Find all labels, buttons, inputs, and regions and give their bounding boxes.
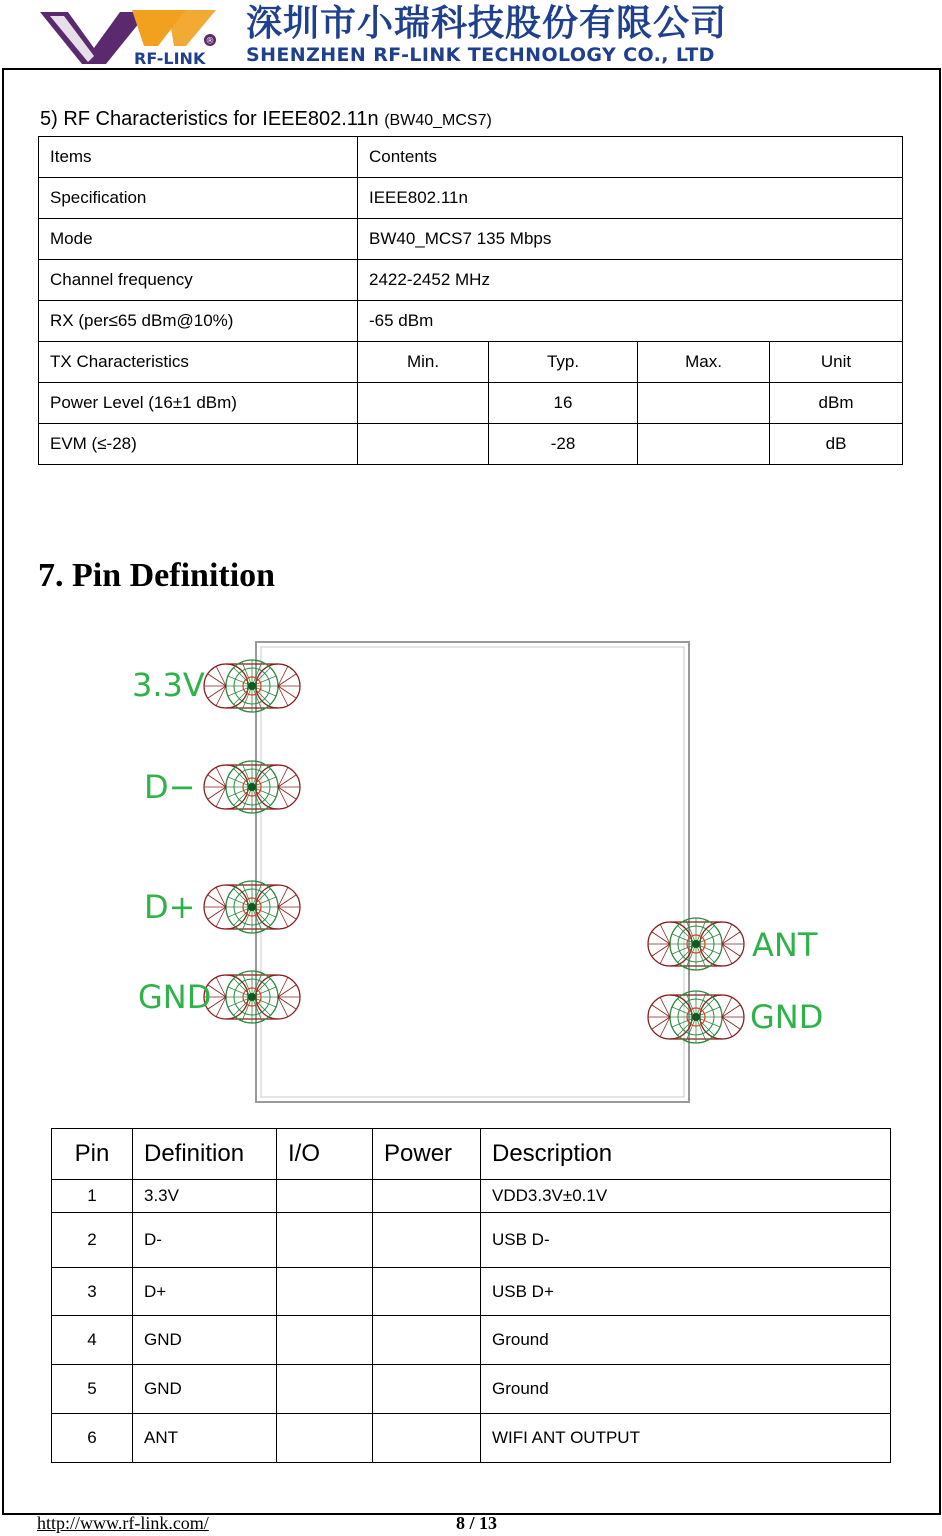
table-row: [39, 137, 903, 178]
table-cell: [277, 1414, 373, 1463]
table-cell: [358, 383, 489, 424]
footer-page-number: 8 / 13: [456, 1513, 498, 1533]
table-header-cell: Power: [373, 1129, 481, 1180]
table-cell: [373, 1316, 481, 1365]
table-cell: 2422-2452 MHz: [358, 260, 903, 301]
table-cell: BW40_MCS7 135 Mbps: [358, 219, 903, 260]
table-cell: 5: [52, 1365, 133, 1414]
table-cell: [373, 1365, 481, 1414]
diagram-label-d-minus: D−: [144, 768, 196, 806]
section-5-title: [40, 106, 492, 134]
table-cell: WIFI ANT OUTPUT: [481, 1414, 891, 1463]
table-cell: dB: [770, 424, 903, 465]
table-cell: 6: [52, 1414, 133, 1463]
table-cell: [358, 424, 489, 465]
table-header-cell: Definition: [133, 1129, 277, 1180]
table-row: [39, 219, 903, 260]
table-cell: 2: [52, 1213, 133, 1268]
module-outline-inner: [261, 647, 684, 1097]
table-cell: Unit: [770, 342, 903, 383]
table-cell: 4: [52, 1316, 133, 1365]
table-cell: [373, 1268, 481, 1316]
table-cell: D+: [133, 1268, 277, 1316]
table-cell: Power Level (16±1 dBm): [39, 383, 358, 424]
table-row: [52, 1365, 891, 1414]
table-row: [39, 178, 903, 219]
table-cell: dBm: [770, 383, 903, 424]
rf-link-logo: [36, 6, 226, 66]
table-row: [52, 1213, 891, 1268]
table-cell: TX Characteristics: [39, 342, 358, 383]
pin-pad-3v3: [204, 660, 300, 712]
table-row: [39, 424, 903, 465]
module-outline: [256, 642, 689, 1102]
table-cell: EVM (≤-28): [39, 424, 358, 465]
table-cell: 16: [489, 383, 638, 424]
table-row: [52, 1180, 891, 1213]
table-header-row: [52, 1129, 891, 1180]
table-cell: Max.: [638, 342, 770, 383]
table-cell: Items: [39, 137, 358, 178]
pin-pad-d-plus: [204, 881, 300, 933]
table-cell: [277, 1268, 373, 1316]
table-cell: Min.: [358, 342, 489, 383]
table-cell: Ground: [481, 1316, 891, 1365]
pin-pad-gnd-right: [648, 991, 744, 1043]
footer-website-link[interactable]: http://www.rf-link.com/: [37, 1513, 209, 1533]
table-cell: 3.3V: [133, 1180, 277, 1213]
table-cell: USB D+: [481, 1268, 891, 1316]
diagram-label-d-plus: D+: [144, 888, 196, 926]
table-row: [39, 342, 903, 383]
table-cell: 3: [52, 1268, 133, 1316]
diagram-label-gnd-right: GND: [750, 998, 824, 1036]
table-cell: [638, 383, 770, 424]
table-cell: [277, 1180, 373, 1213]
section-5-title-paren: (BW40_MCS7): [384, 112, 492, 129]
table-cell: -65 dBm: [358, 301, 903, 342]
table-cell: [277, 1316, 373, 1365]
table-cell: [373, 1180, 481, 1213]
table-cell: [277, 1365, 373, 1414]
svg-text:RF-LINK: RF-LINK: [134, 49, 206, 66]
table-row: [52, 1268, 891, 1316]
table-cell: USB D-: [481, 1213, 891, 1268]
table-header-cell: Pin: [52, 1129, 133, 1180]
table-cell: D-: [133, 1213, 277, 1268]
table-header-cell: I/O: [277, 1129, 373, 1180]
table-cell: ANT: [133, 1414, 277, 1463]
table-header-cell: Description: [481, 1129, 891, 1180]
section-5-title-main: 5) RF Characteristics for IEEE802.11n: [40, 108, 379, 130]
pin-pad-ant: [648, 918, 744, 970]
diagram-label-3v3: 3.3V: [132, 666, 205, 704]
table-cell: GND: [133, 1316, 277, 1365]
table-cell: [277, 1213, 373, 1268]
table-cell: GND: [133, 1365, 277, 1414]
pin-pad-d-minus: [204, 761, 300, 813]
table-row: [39, 301, 903, 342]
table-cell: IEEE802.11n: [358, 178, 903, 219]
table-cell: -28: [489, 424, 638, 465]
company-name-en: SHENZHEN RF-LINK TECHNOLOGY CO., LTD: [246, 44, 715, 66]
table-cell: [373, 1414, 481, 1463]
table-cell: RX (per≤65 dBm@10%): [39, 301, 358, 342]
page-header: [0, 0, 942, 68]
table-cell: Typ.: [489, 342, 638, 383]
table-cell: Ground: [481, 1365, 891, 1414]
svg-text:®: ®: [205, 36, 215, 47]
diagram-label-ant: ANT: [752, 926, 818, 964]
diagram-label-gnd-left: GND: [138, 978, 212, 1016]
table-cell: Specification: [39, 178, 358, 219]
table-cell: VDD3.3V±0.1V: [481, 1180, 891, 1213]
pin-definition-table: [51, 1128, 891, 1463]
pin-diagram: [130, 636, 830, 1110]
table-row: [39, 383, 903, 424]
table-row: [52, 1316, 891, 1365]
section-7-title: 7. Pin Definition: [38, 557, 276, 594]
company-name-cn: 深圳市小瑞科技股份有限公司: [246, 3, 728, 44]
table-row: [39, 260, 903, 301]
pin-pad-gnd-left: [204, 971, 300, 1023]
table-row: [52, 1414, 891, 1463]
table-cell: [373, 1213, 481, 1268]
table-cell: 1: [52, 1180, 133, 1213]
table-cell: Mode: [39, 219, 358, 260]
table-cell: [638, 424, 770, 465]
rf-characteristics-table: [38, 136, 903, 465]
table-cell: Contents: [358, 137, 903, 178]
table-cell: Channel frequency: [39, 260, 358, 301]
